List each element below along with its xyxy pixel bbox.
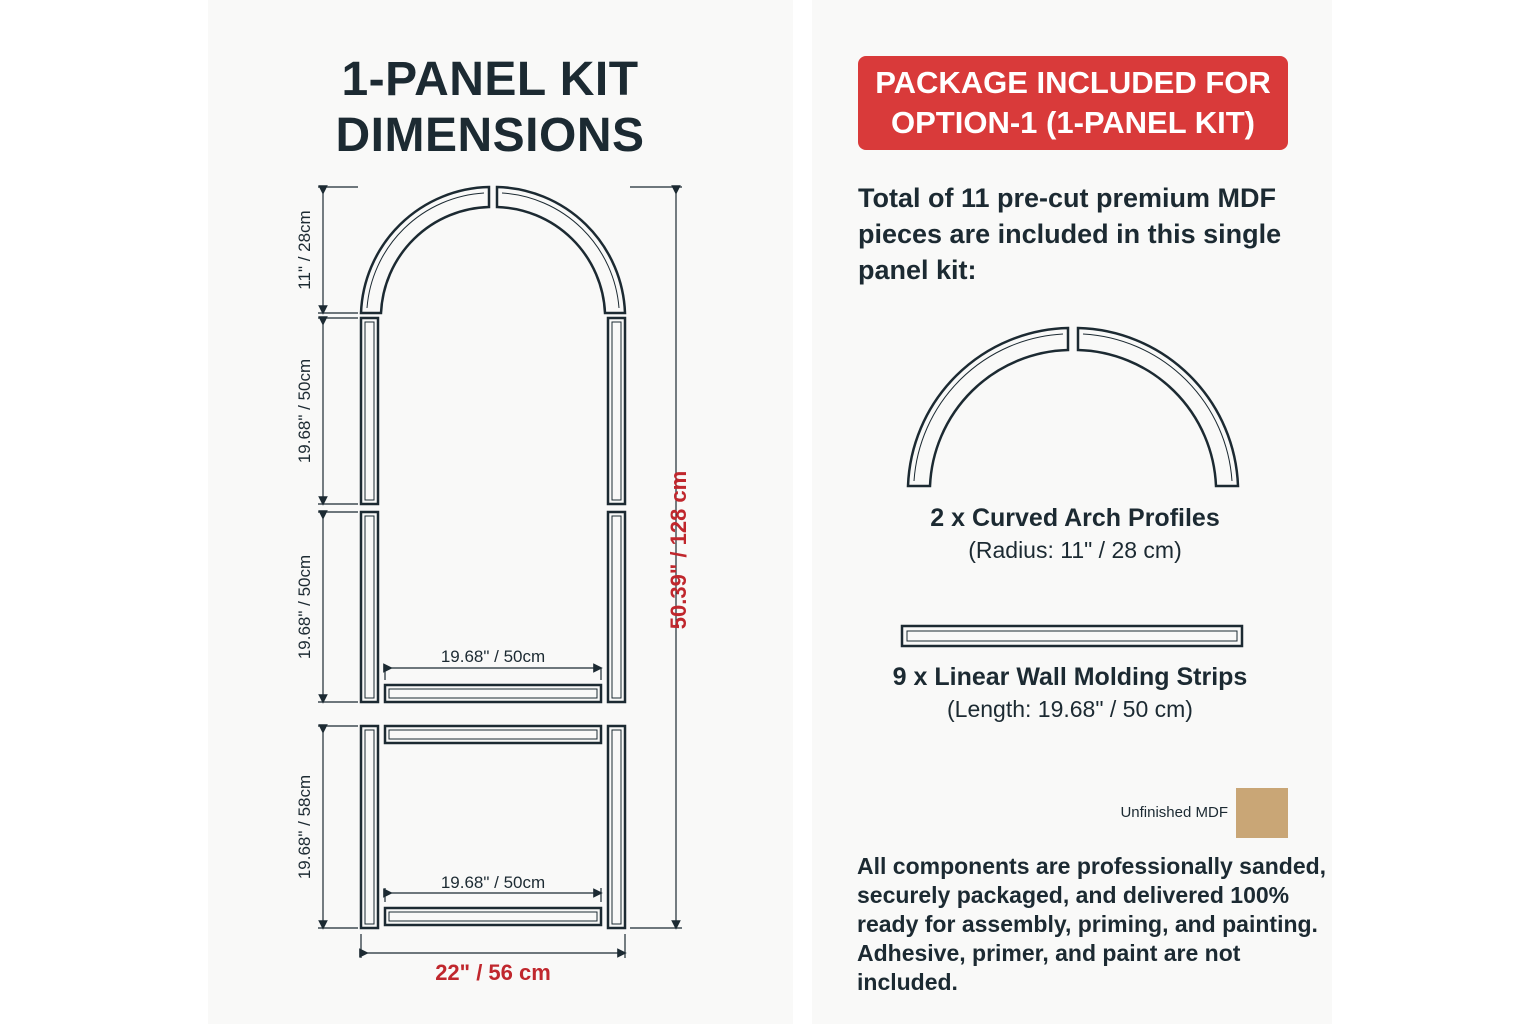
arch-caption <box>880 502 1270 566</box>
strip-caption <box>860 661 1280 725</box>
horizontal-strip <box>385 726 601 743</box>
arch-height-label: 11" / 28cm <box>295 210 314 290</box>
arch-caption-title: 2 x Curved Arch Profiles <box>930 504 1220 532</box>
horizontal-strip <box>385 685 601 702</box>
closing-note: All components are professionally sanded, securely packaged, and delivered 100% ready for assembly, priming, and painting. Adhesive, primer, and paint are not included. <box>857 853 1327 995</box>
arch-profile-illustration <box>908 328 1238 486</box>
total-width-label: 22" / 56 cm <box>435 960 551 985</box>
vertical-strip <box>361 512 378 702</box>
package-intro-text: Total of 11 pre-cut premium MDF pieces are included in this single panel kit: <box>858 183 1282 285</box>
segment-3-height-label: 19.68" / 58cm <box>295 774 314 880</box>
vertical-strip <box>608 726 625 928</box>
segment-2-height-label: 19.68" / 50cm <box>295 554 314 660</box>
strip-caption-title: 9 x Linear Wall Molding Strips <box>892 663 1248 691</box>
strip-width-label-lower: 19.68" / 50cm <box>440 873 546 892</box>
badge-line-2: OPTION-1 (1-PANEL KIT) <box>891 105 1255 140</box>
strip-width-label-upper: 19.68" / 50cm <box>440 647 546 666</box>
vertical-strip <box>361 726 378 928</box>
molding-strip-illustration <box>902 626 1242 646</box>
strip-caption-length: (Length: 19.68" / 50 cm) <box>947 696 1193 722</box>
title-line-1: 1-PANEL KIT <box>341 53 639 106</box>
total-height-label: 50.39" / 128 cm <box>666 470 691 630</box>
mdf-color-swatch <box>1236 788 1288 838</box>
vertical-strip <box>608 318 625 504</box>
mdf-swatch-label: Unfinished MDF <box>1120 804 1228 821</box>
vertical-strip <box>361 318 378 504</box>
arch-piece-left <box>361 187 489 313</box>
segment-1-height-label: 19.68" / 50cm <box>295 358 314 464</box>
horizontal-strip <box>385 908 601 925</box>
arch-piece-right <box>497 187 625 313</box>
badge-line-1: PACKAGE INCLUDED FOR <box>875 65 1271 100</box>
title-line-2: DIMENSIONS <box>335 109 645 162</box>
vertical-strip <box>608 512 625 702</box>
package-badge <box>858 56 1288 150</box>
arch-caption-radius: (Radius: 11" / 28 cm) <box>968 537 1182 563</box>
